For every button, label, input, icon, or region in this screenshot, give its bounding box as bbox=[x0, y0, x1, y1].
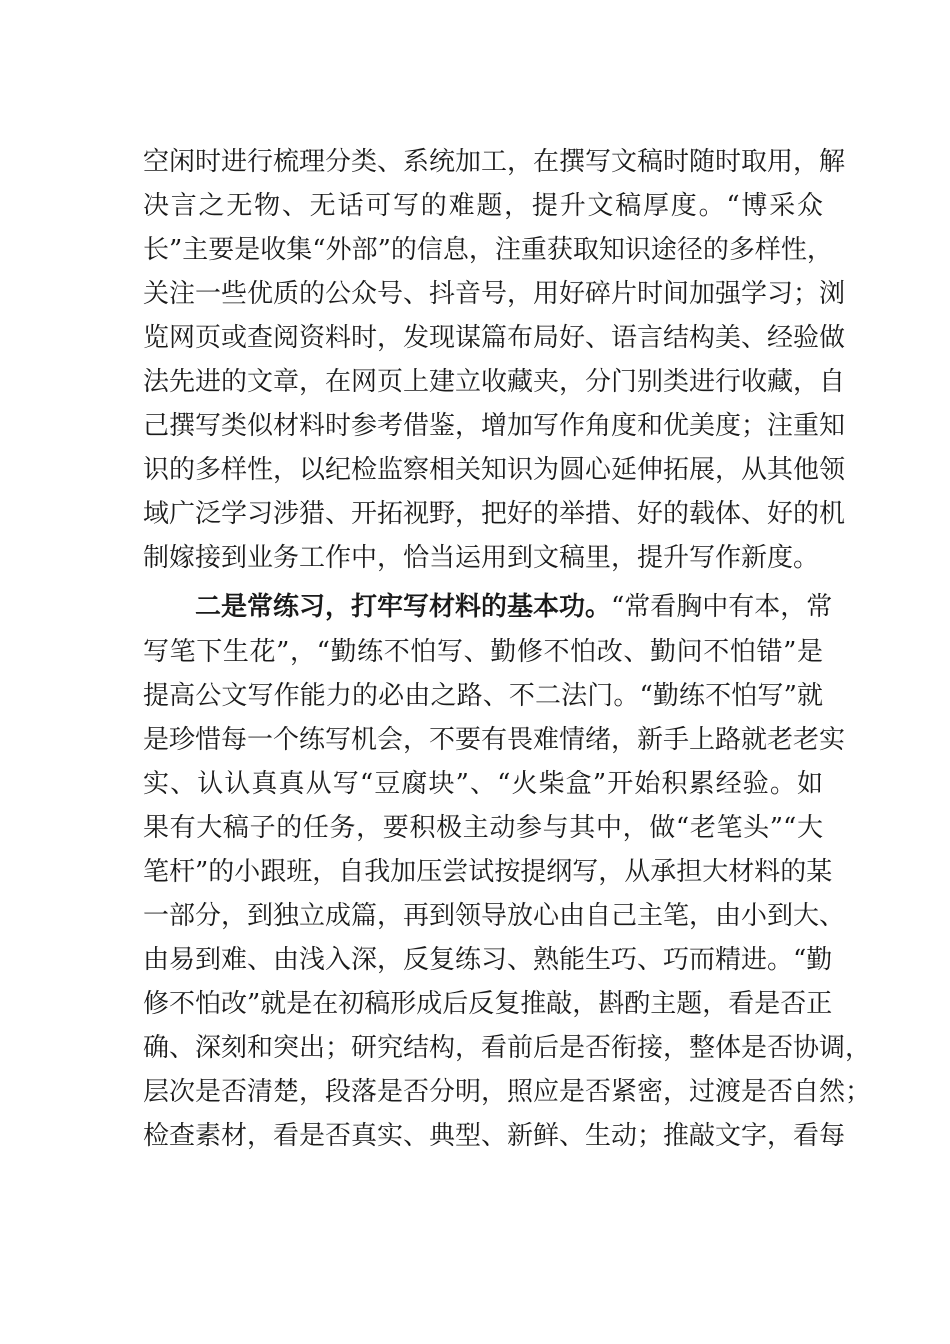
text-line: 法先进的文章，在网页上建立收藏夹，分门别类进行收藏，自 bbox=[143, 367, 846, 397]
text-line: 笔杆”的小跟班，自我加压尝试按提纲写，从承担大材料的某 bbox=[143, 857, 833, 887]
text-line: 关注一些优质的公众号、抖音号，用好碎片时间加强学习；浏 bbox=[143, 279, 846, 309]
text-line: 是珍惜每一个练写机会，不要有畏难情绪，新手上路就老老实 bbox=[143, 725, 846, 755]
text-line: 空闲时进行梳理分类、系统加工，在撰写文稿时随时取用，解 bbox=[143, 147, 846, 177]
paragraph-heading: 二是常练习，打牢写材料的基本功。 bbox=[195, 592, 612, 622]
text-line: 由易到难、由浅入深，反复练习、熟能生巧、巧而精进。“勤 bbox=[143, 945, 833, 975]
text-line: 长”主要是收集“外部”的信息，注重获取知识途径的多样性， bbox=[143, 235, 833, 265]
text-line: 检查素材，看是否真实、典型、新鲜、生动；推敲文字，看每 bbox=[143, 1121, 846, 1151]
text-line: 提高公文写作能力的必由之路、不二法门。“勤练不怕写”就 bbox=[143, 681, 823, 711]
text-line: 识的多样性，以纪检监察相关知识为圆心延伸拓展，从其他领 bbox=[143, 455, 846, 485]
text-line: 决言之无物、无话可写的难题，提升文稿厚度。“博采众 bbox=[143, 191, 823, 221]
text-line: 制嫁接到业务工作中，恰当运用到文稿里，提升写作新度。 bbox=[143, 543, 820, 573]
text-line: 域广泛学习涉猎、开拓视野，把好的举措、好的载体、好的机 bbox=[143, 499, 846, 529]
text-line: 览网页或查阅资料时，发现谋篇布局好、语言结构美、经验做 bbox=[143, 323, 846, 353]
paragraph-first-line-text: “常看胸中有本，常 bbox=[611, 592, 833, 622]
text-line: 确、深刻和突出；研究结构，看前后是否衔接，整体是否协调， bbox=[143, 1033, 872, 1063]
paragraph-first-line bbox=[195, 585, 833, 629]
text-line: 一部分，到独立成篇，再到领导放心由自己主笔，由小到大、 bbox=[143, 901, 846, 931]
text-line: 层次是否清楚，段落是否分明，照应是否紧密，过渡是否自然； bbox=[143, 1077, 872, 1107]
text-line: 实、认认真真从写“豆腐块”、“火柴盒”开始积累经验。如 bbox=[143, 769, 823, 799]
text-line: 修不怕改”就是在初稿形成后反复推敲，斟酌主题，看是否正 bbox=[143, 989, 833, 1019]
text-line: 己撰写类似材料时参考借鉴，增加写作角度和优美度；注重知 bbox=[143, 411, 846, 441]
text-line: 写笔下生花”，“勤练不怕写、勤修不怕改、勤问不怕错”是 bbox=[143, 637, 823, 667]
text-line: 果有大稿子的任务，要积极主动参与其中，做“老笔头”“大 bbox=[143, 813, 823, 843]
